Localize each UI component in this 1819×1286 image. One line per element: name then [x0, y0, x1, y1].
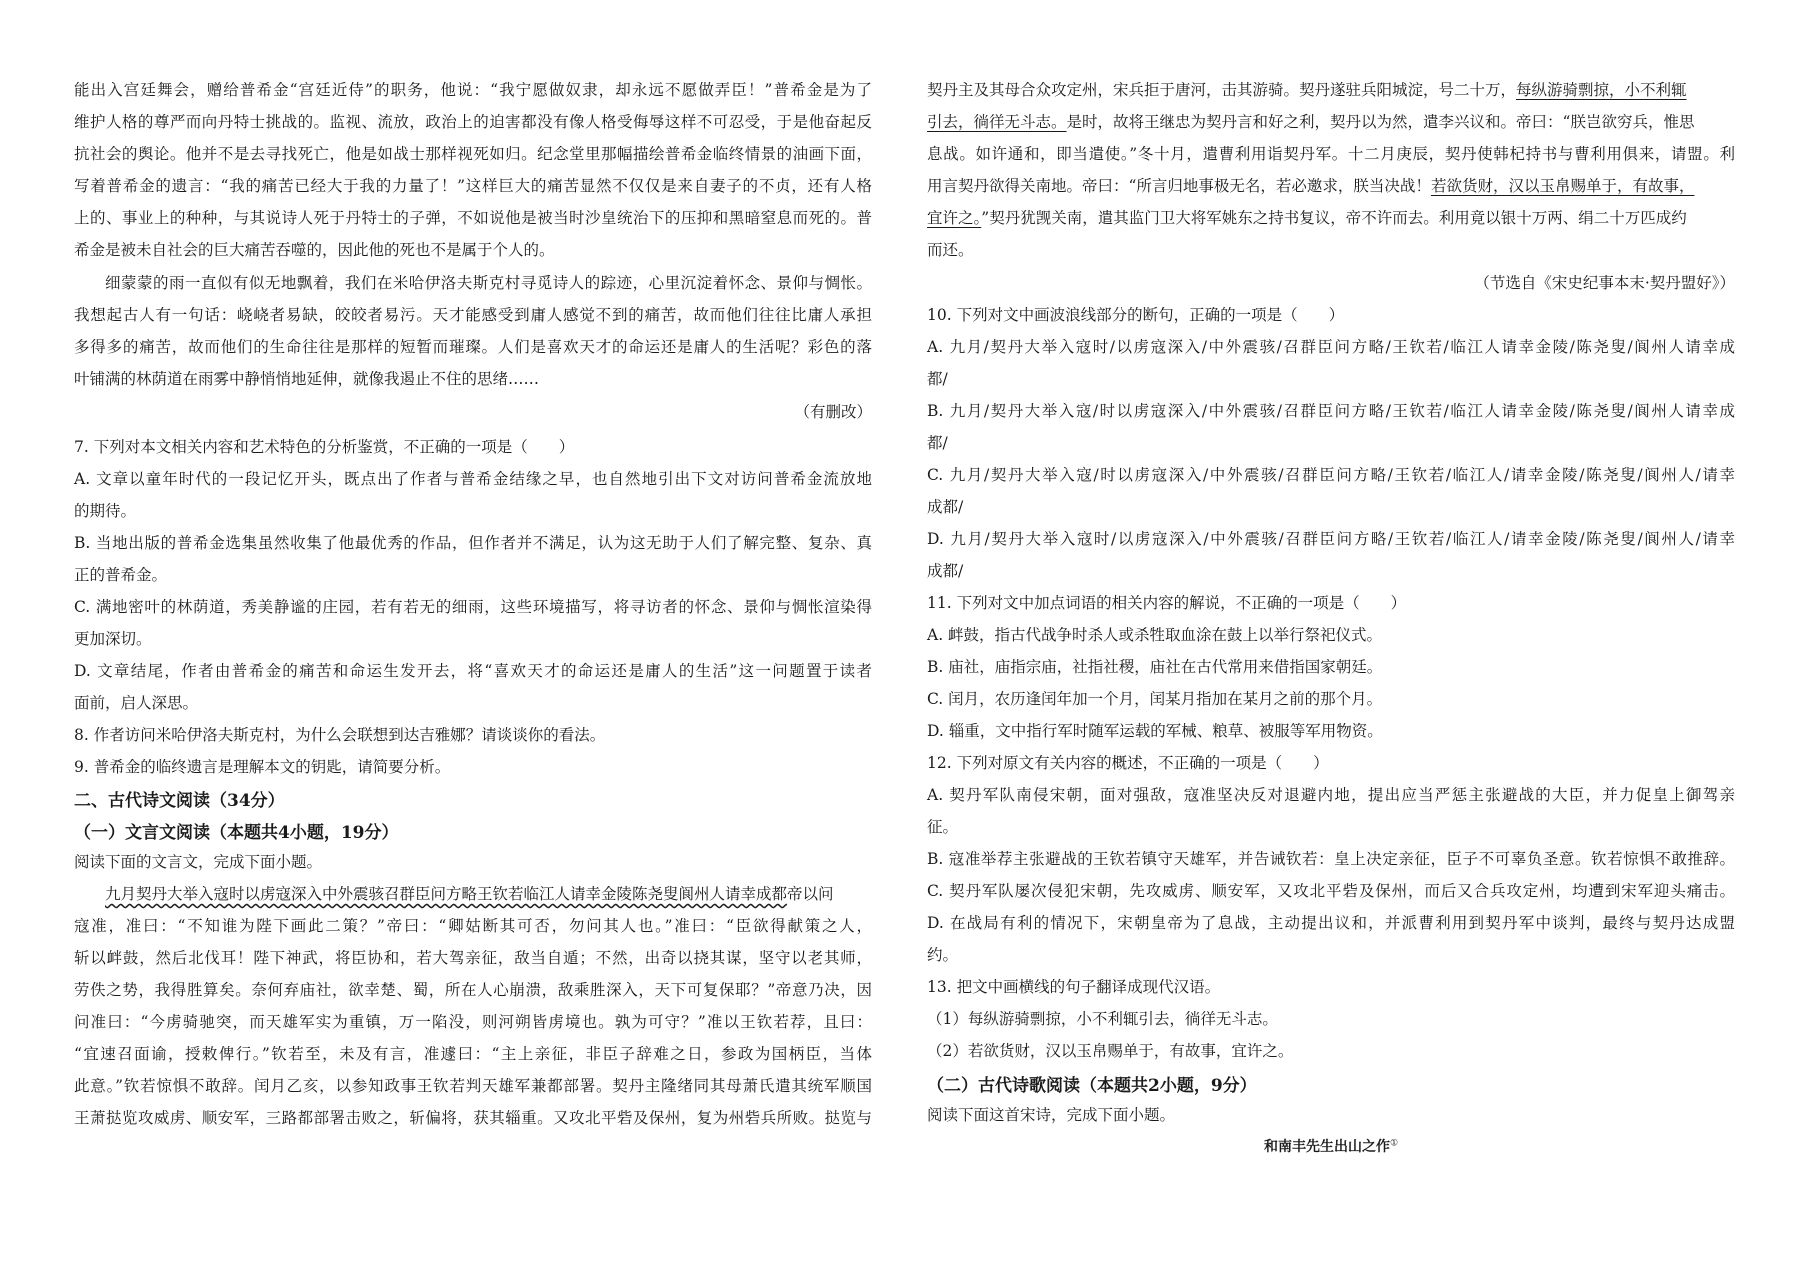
text-after: 帝以问	[787, 885, 834, 903]
subsection-heading: （二）古代诗歌阅读（本题共2小题，9分）	[927, 1076, 1257, 1096]
option-12d: D. 在战局有利的情况下，宋朝皇帝为了息战，主动提出议和，并派曹利用到契丹军中谈判，最终与契丹达成盟	[927, 914, 1735, 932]
poem-title-text: 和南丰先生出山之作	[1263, 1139, 1390, 1155]
text: ”契丹犹觊关南，遣其监门卫大将军姚东之持书复议，帝不许而去。利用竟以银十万两、绢二十万匹成约	[981, 209, 1687, 227]
passage-line	[927, 206, 1687, 228]
text-line: 细蒙蒙的雨一直似有似无地飘着，我们在米哈伊洛夫斯克村寻觅诗人的踪迹，心里沉淀着怀念、景仰与惆怅。	[105, 274, 872, 292]
question-9: 9. 普希金的临终遗言是理解本文的钥匙，请简要分析。	[74, 758, 451, 776]
passage-line: 息战。如许通和，即当遣使。”冬十月，遣曹利用诣契丹军。十二月庚辰，契丹使韩杞持书与曹利用俱来，请盟。利	[927, 145, 1735, 163]
option-12a: A. 契丹军队南侵宋朝，面对强敌，寇准坚决反对退避内地，提出应当严惩主张避战的大臣，并力促皇上御驾亲	[927, 786, 1735, 804]
instruction: 阅读下面这首宋诗，完成下面小题。	[927, 1106, 1176, 1124]
instruction: 阅读下面的文言文，完成下面小题。	[74, 853, 323, 871]
text: 是时，故将王继忠为契丹言和好之利，契丹以为然，遣李兴议和。帝曰：“朕岂欲穷兵，惟思	[1066, 113, 1695, 131]
option-11d: D. 辎重，文中指行军时随军运载的军械、粮草、被服等军用物资。	[927, 722, 1383, 740]
option-7a: A. 文章以童年时代的一段记忆开头，既点出了作者与普希金结缘之早，也自然地引出下文对访问普希金流放地	[74, 470, 872, 488]
underlined-text: 宜许之。	[927, 209, 982, 227]
underlined-text: 每纵游骑剽掠，小不利辄	[1516, 81, 1687, 99]
option-7b-cont: 正的普希金。	[74, 566, 168, 584]
option-10b: B. 九月/契丹大举入寇/时以虏寇深入/中外震骇/召群臣问方略/王钦若/临江人请幸金陵/陈尧叟/阆州人请幸成	[927, 402, 1735, 420]
option-10a: A. 九月/契丹大举入寇时/以虏寇深入/中外震骇/召群臣问方略/王钦若/临江人请幸金陵/陈尧叟/阆州人请幸成	[927, 338, 1735, 356]
text: 用言契丹欲得关南地。帝曰：“所言归地事极无名，若必邀求，朕当决战！	[927, 177, 1431, 195]
question-10: 10. 下列对文中画波浪线部分的断句，正确的一项是（ ）	[927, 306, 1345, 324]
passage-line: 问准曰：“今虏骑驰突，而天雄军实为重镇，万一陷没，则河朔皆虏境也。孰为可守？”准以王钦若荐，且曰：	[74, 1013, 872, 1031]
passage-line: 寇准，准曰：“不知谁为陛下画此二策？”帝曰：“卿姑断其可否，勿问其人也。”准曰：“臣欲得献策之人，	[74, 917, 872, 935]
option-11b: B. 庙社，庙指宗庙，社指社稷，庙社在古代常用来借指国家朝廷。	[927, 658, 1383, 676]
text-line: 叶铺满的林荫道在雨雾中静悄悄地延伸，就像我遏止不住的思绪……	[74, 370, 540, 388]
passage-line	[927, 174, 1694, 196]
text-line: 上的、事业上的种种，与其说诗人死于丹特士的子弹，不如说他是被当时沙皇统治下的压抑和黑暗窒息而死的。普	[74, 209, 872, 227]
passage-line	[927, 78, 1687, 100]
question-7: 7. 下列对本文相关内容和艺术特色的分析鉴赏，不正确的一项是（ ）	[74, 438, 575, 456]
poem-title	[927, 1136, 1735, 1156]
text-line: 抗社会的舆论。他并不是去寻找死亡，他是如战士那样视死如归。纪念堂里那幅描绘普希金临终情景的油画下面，	[74, 145, 872, 163]
passage-line: 而还。	[927, 241, 974, 259]
text: 契丹主及其母合众攻定州，宋兵拒于唐河，击其游骑。契丹遂驻兵阳城淀，号二十万，	[927, 81, 1517, 99]
passage-line: 王萧挞览攻威虏、顺安军，三路都部署击败之，斩偏将，获其辎重。又攻北平砦及保州，复为州砦兵所败。挞览与	[74, 1109, 872, 1127]
passage-line: “宜速召面谕，授敕俾行。”钦若至，未及有言，准遽曰：“主上亲征，非臣子辞难之日，参政为国柄臣，当体	[74, 1045, 872, 1063]
option-11c: C. 闰月，农历逢闰年加一个月，闰某月指加在某月之前的那个月。	[927, 690, 1383, 708]
option-7b: B. 当地出版的普希金选集虽然收集了他最优秀的作品，但作者并不满足，认为这无助于人们了解完整、复杂、真	[74, 534, 872, 552]
passage-line: 斩以衅鼓，然后北伐耳！陛下神武，将臣协和，若大驾亲征，敌当自遁；不然，出奇以挠其谋，坚守以老其师，	[74, 949, 872, 967]
underlined-text: 引去，徜徉无斗志。	[927, 113, 1067, 131]
option-12b: B. 寇准举荐主张避战的王钦若镇守天雄军，并告诫钦若：皇上决定亲征，臣子不可辜负圣意。钦若惊惧不敢推辞。	[927, 850, 1735, 868]
option-7d: D. 文章结尾，作者由普希金的痛苦和命运生发开去，将“喜欢天才的命运还是庸人的生活”这一问题置于读者	[74, 662, 872, 680]
option-12c: C. 契丹军队屡次侵犯宋朝，先攻威虏、顺安军，又攻北平砦及保州，而后又合兵攻定州，均遭到宋军迎头痛击。	[927, 882, 1735, 900]
section-heading: 二、古代诗文阅读（34分）	[74, 791, 285, 811]
text-line: 多得多的痛苦，故而他们的生命往往是那样的短暂而璀璨。人们是喜欢天才的命运还是庸人的生活呢？彩色的落	[74, 338, 872, 356]
question-11: 11. 下列对文中加点词语的相关内容的解说，不正确的一项是（ ）	[927, 594, 1407, 612]
wavy-underlined-text: 九月契丹大举入寇时以虏寇深入中外震骇召群臣问方略王钦若临江人请幸金陵陈尧叟阆州人请幸成都	[105, 885, 788, 903]
option-10c: C. 九月/契丹大举入寇/时以虏寇深入/中外震骇/召群臣问方略/王钦若/临江人/请幸金陵/陈尧叟/阆州人/请幸	[927, 466, 1735, 484]
text-line: 我想起古人有一句话：峣峣者易缺，皎皎者易污。天才能感受到庸人感觉不到的痛苦，故而他们往往比庸人承担	[74, 306, 872, 324]
text-line: 写着普希金的遗言：“我的痛苦已经大于我的力量了！”这样巨大的痛苦显然不仅仅是来自妻子的不贞，还有人格	[74, 177, 872, 195]
option-11a: A. 衅鼓，指古代战争时杀人或杀牲取血涂在鼓上以举行祭祀仪式。	[927, 626, 1383, 644]
option-7c-cont: 更加深切。	[74, 630, 152, 648]
question-12: 12. 下列对原文有关内容的概述，不正确的一项是（ ）	[927, 754, 1329, 772]
source-note: （节选自《宋史纪事本末·契丹盟好》）	[1474, 274, 1735, 292]
option-10b-cont: 都/	[927, 434, 948, 452]
passage-line: 劳佚之势，我得胜算矣。奈何弃庙社，欲幸楚、蜀，所在人心崩溃，敌乘胜深入，天下可复保耶？”帝意乃决，因	[74, 981, 872, 999]
text-line: 希金是被未自社会的巨大痛苦吞噬的，因此他的死也不是属于个人的。	[74, 241, 555, 259]
question-13-2: （2）若欲货财，汉以玉帛赐单于，有故事，宜许之。	[927, 1042, 1294, 1060]
option-10d-cont: 成都/	[927, 562, 964, 580]
question-13: 13. 把文中画横线的句子翻译成现代汉语。	[927, 978, 1221, 996]
option-12a-cont: 征。	[927, 818, 959, 836]
subsection-heading: （一）文言文阅读（本题共4小题，19分）	[74, 823, 399, 843]
passage-line	[927, 110, 1694, 132]
passage-line-wavy	[74, 882, 834, 904]
option-7d-cont: 面前，启人深思。	[74, 694, 199, 712]
source-note: （有删改）	[794, 403, 872, 421]
option-10a-cont: 都/	[927, 370, 948, 388]
option-10c-cont: 成都/	[927, 498, 964, 516]
footnote-marker: ①	[1389, 1138, 1399, 1149]
text-line: 能出入宫廷舞会，赠给普希金“宫廷近侍”的职务，他说：“我宁愿做奴隶，却永远不愿做弄臣！”普希金是为了	[74, 81, 872, 99]
underlined-text: 若欲货财，汉以玉帛赐单于，有故事，	[1430, 177, 1695, 195]
question-8: 8. 作者访问米哈伊洛夫斯克村，为什么会联想到达吉雅娜？请谈谈你的看法。	[74, 726, 606, 744]
option-12d-cont: 约。	[927, 946, 959, 964]
option-7a-cont: 的期待。	[74, 502, 137, 520]
option-7c: C. 满地密叶的林荫道，秀美静谧的庄园，若有若无的细雨，这些环境描写，将寻访者的怀念、景仰与惆怅渲染得	[74, 598, 872, 616]
passage-line: 此意。”钦若惊惧不敢辞。闰月乙亥，以参知政事王钦若判天雄军兼都部署。契丹主隆绪同其母萧氏遣其统军顺国	[74, 1077, 872, 1095]
option-10d: D. 九月/契丹大举入寇时/以虏寇深入/中外震骇/召群臣问方略/王钦若/临江人/请幸金陵/陈尧叟/阆州人/请幸	[927, 530, 1735, 548]
text-line: 维护人格的尊严而向丹特士挑战的。监视、流放，政治上的迫害都没有像人格受侮辱这样不可忍受，于是他奋起反	[74, 113, 872, 131]
question-13-1: （1）每纵游骑剽掠，小不利辄引去，徜徉无斗志。	[927, 1010, 1278, 1028]
